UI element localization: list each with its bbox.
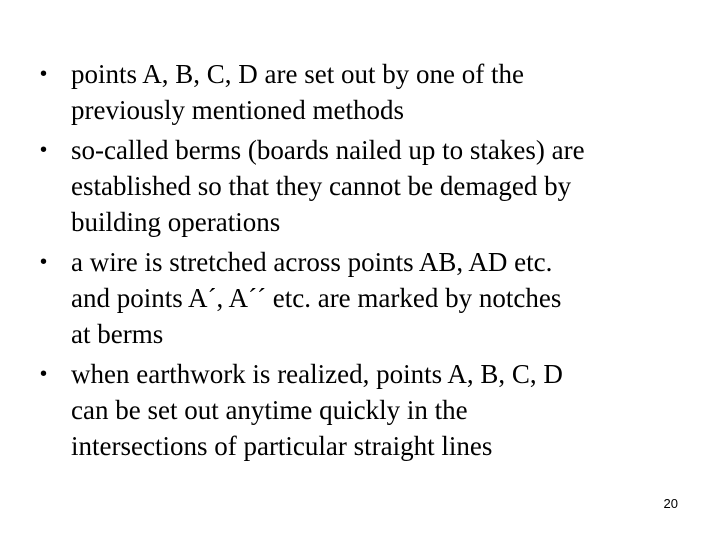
bullet-text-line: when earthwork is realized, points A, B, C, D	[71, 359, 563, 389]
bullet-item-2	[40, 132, 700, 240]
bullet-item-4	[40, 356, 700, 464]
bullet-text-line: a wire is stretched across points AB, AD etc.	[71, 247, 553, 277]
page-number: 20	[663, 496, 678, 511]
bullet-icon: •	[40, 251, 48, 273]
bullet-item-1	[40, 56, 700, 128]
bullet-text-line: building operations	[71, 207, 281, 237]
bullet-icon: •	[40, 363, 48, 385]
bullet-text-line: previously mentioned methods	[71, 95, 404, 125]
bullet-text-line: can be set out anytime quickly in the	[71, 395, 468, 425]
bullet-text-line: points A, B, C, D are set out by one of the	[71, 59, 524, 89]
bullet-list	[40, 56, 700, 468]
bullet-item-3	[40, 244, 700, 352]
bullet-text-line: at berms	[71, 319, 164, 349]
bullet-icon: •	[40, 139, 48, 161]
bullet-text-line: so-called berms (boards nailed up to stakes) are	[71, 135, 585, 165]
bullet-text-line: intersections of particular straight lines	[71, 431, 493, 461]
bullet-text-line: established so that they cannot be demaged by	[71, 171, 572, 201]
bullet-text-line: and points A´, A´´ etc. are marked by notches	[71, 283, 562, 313]
bullet-icon: •	[40, 63, 48, 85]
